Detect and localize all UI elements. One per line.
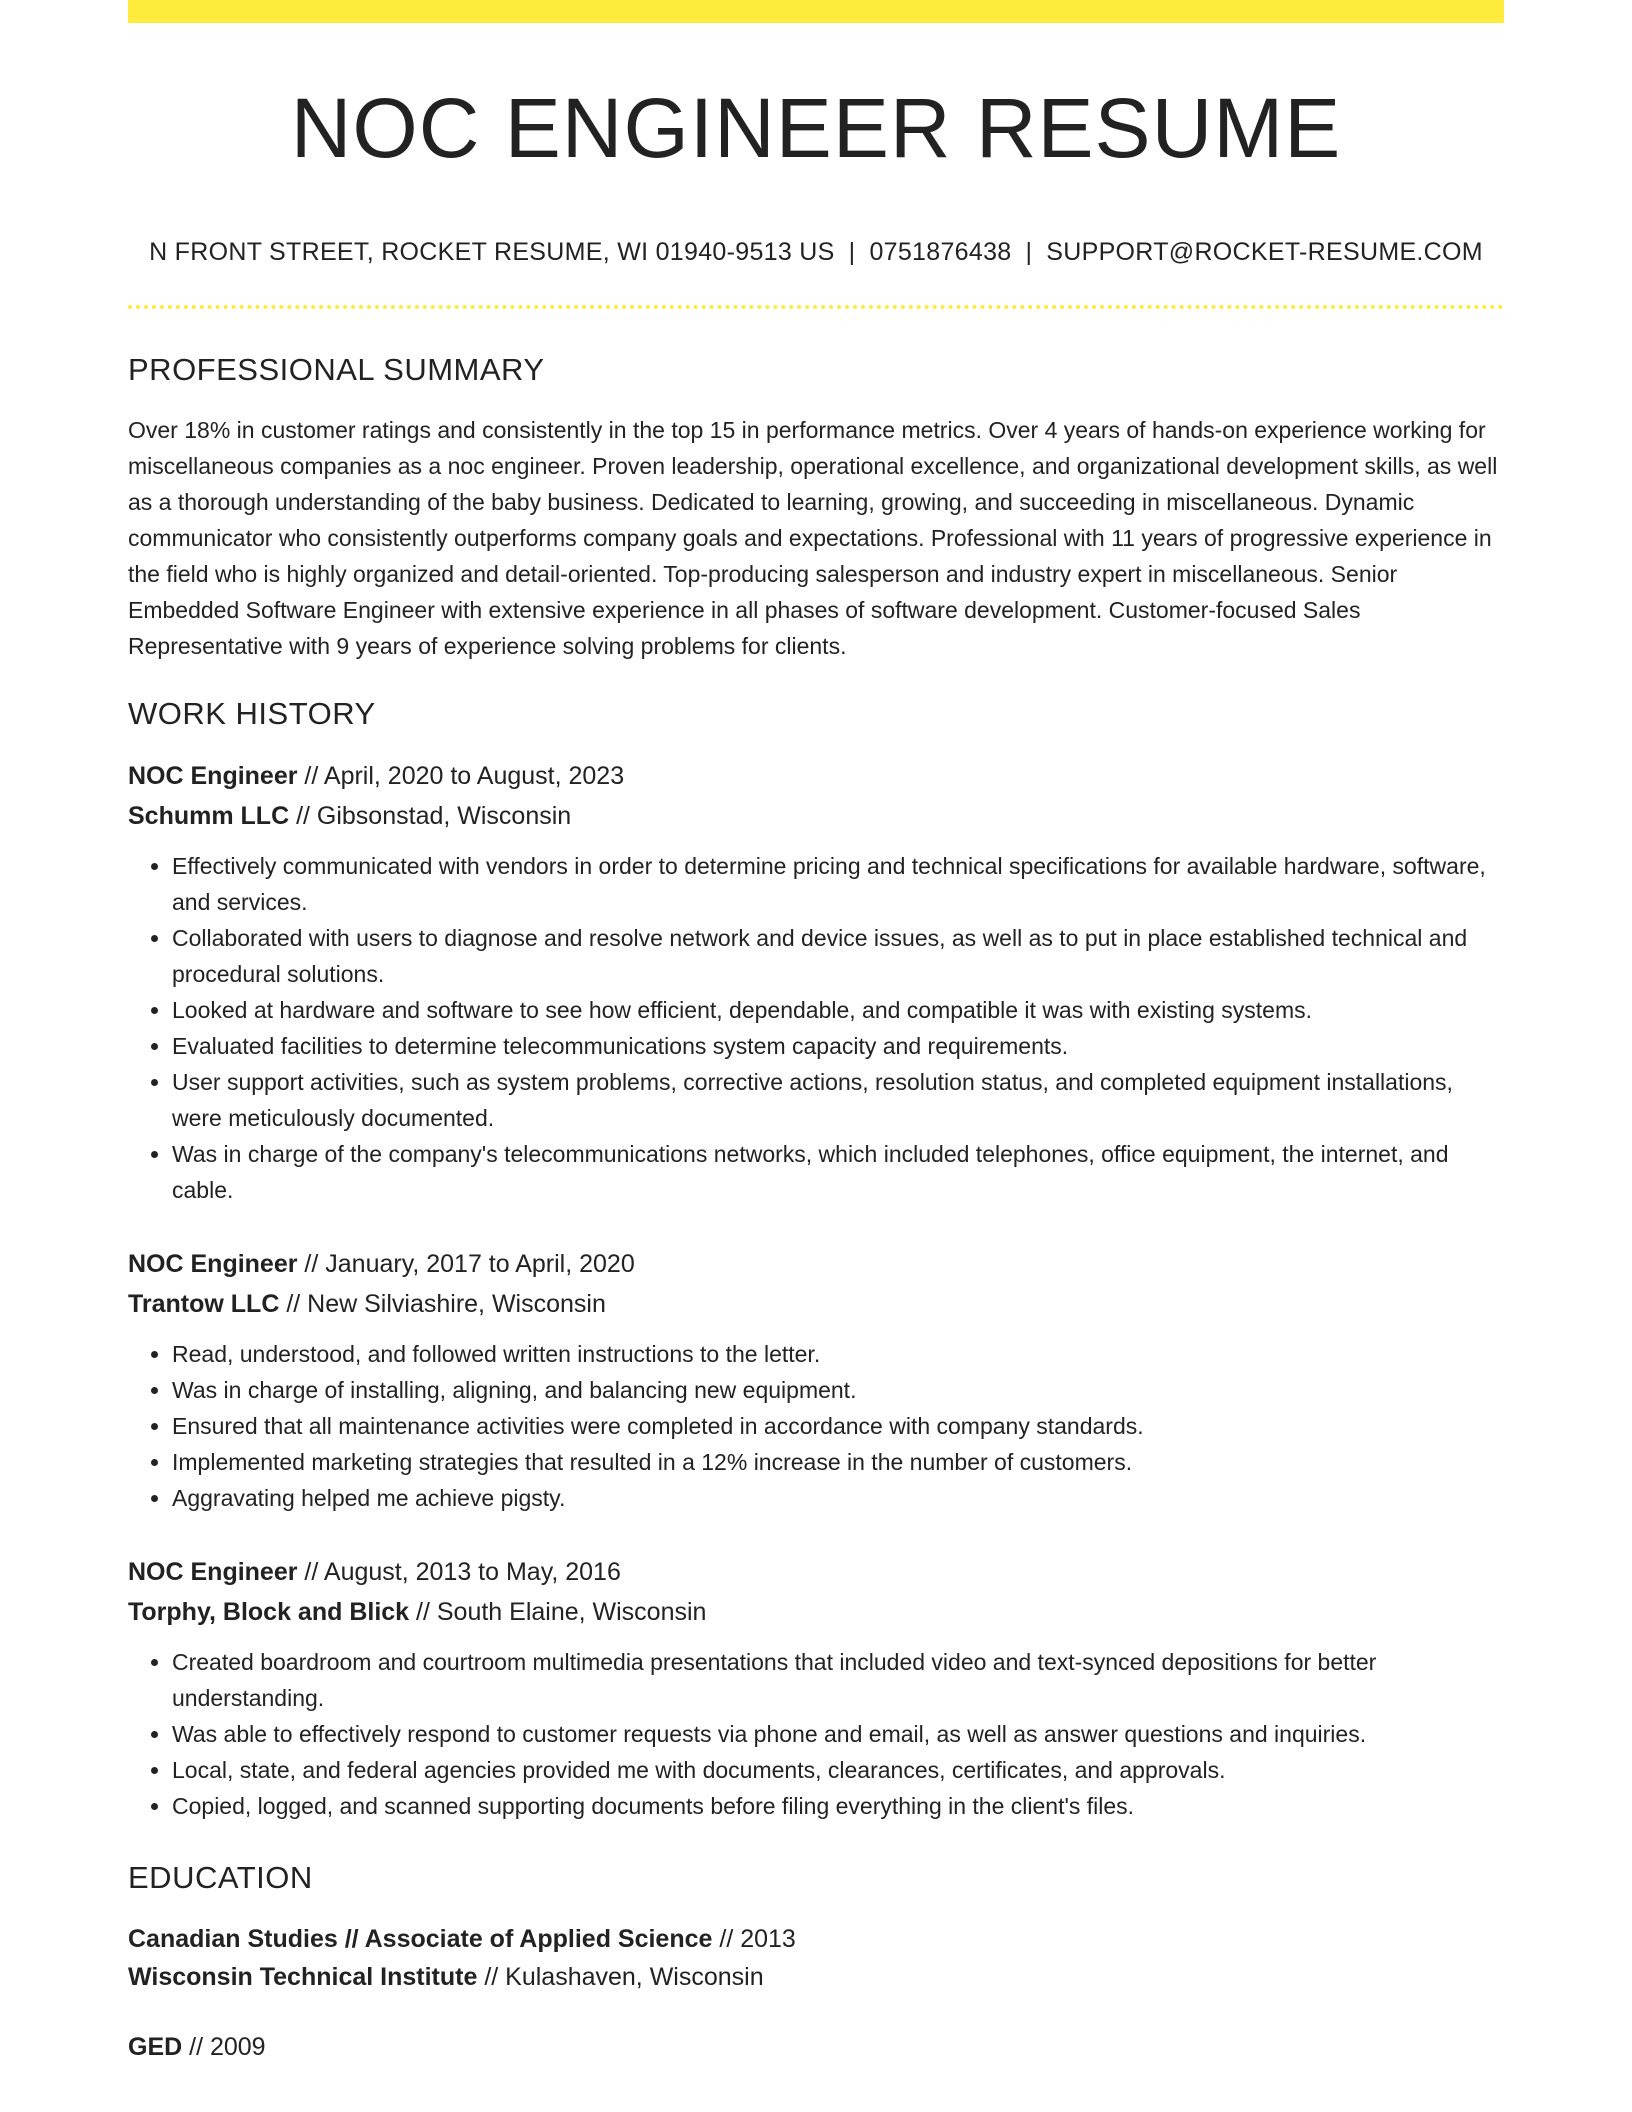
job-entry — [128, 1244, 1504, 1516]
job-bullets — [128, 1644, 1504, 1824]
education-section — [128, 1860, 1504, 2066]
job-title-line — [128, 756, 1504, 796]
degree-line — [128, 2028, 1504, 2066]
job-bullets — [128, 848, 1504, 1208]
list-item: • Copied, logged, and scanned supporting documents before filing everything in the client's files. — [172, 1788, 1504, 1824]
resume-content — [128, 352, 1504, 2098]
page-title: NOC ENGINEER RESUME — [290, 81, 1342, 175]
company-name: Torphy, Block and Blick — [128, 1598, 410, 1626]
phone-text: 0751876438 — [869, 238, 1012, 266]
email-text: SUPPORT@ROCKET-RESUME.COM — [1046, 238, 1483, 266]
contact-separator: | — [1025, 238, 1033, 266]
school-line — [128, 1958, 1504, 1996]
degree-name: Canadian Studies // Associate of Applied Science — [128, 1925, 713, 1953]
company-location: // Gibsonstad, Wisconsin — [289, 802, 572, 830]
job-bullets — [128, 1336, 1504, 1516]
degree-name: GED — [128, 2033, 183, 2061]
work-history-heading: WORK HISTORY — [128, 696, 376, 731]
education-entry — [128, 1920, 1504, 1996]
summary-text: Over 18% in customer ratings and consistently in the top 15 in performance metrics. Over 4 years of hands-on experience working for miscellaneous companies as a noc engineer. Proven leadership, operational excellence, and organizational development skills, as well as a thorough understanding of the baby business. Dedicated to learning, growing, and succeeding in miscellaneous. Dynamic communicator who consistently outperforms company goals and expectations. Professional with 11 years of progressive experience in the field who is highly organized and detail-oriented. Top-producing salesperson and industry expert in miscellaneous. Senior Embedded Software Engineer with extensive experience in all phases of software development. Customer-focused Sales Representative with 9 years of experience solving problems for clients. — [128, 417, 1498, 659]
degree-line — [128, 1920, 1504, 1958]
job-title: NOC Engineer — [128, 762, 298, 790]
job-entry — [128, 756, 1504, 1208]
list-item: • Collaborated with users to diagnose and resolve network and device issues, as well as to put in place established technical and procedural solutions. — [172, 920, 1504, 992]
dotted-divider — [128, 305, 1504, 309]
summary-heading: PROFESSIONAL SUMMARY — [128, 352, 545, 387]
list-item: • Effectively communicated with vendors in order to determine pricing and technical specifications for available hardware, software, and services. — [172, 848, 1504, 920]
degree-year: // 2009 — [182, 2033, 266, 2061]
job-dates: // August, 2013 to May, 2016 — [297, 1558, 621, 1586]
job-entry — [128, 1552, 1504, 1824]
work-history-section — [128, 696, 1504, 1824]
contact-separator: | — [848, 238, 856, 266]
list-item: • Was able to effectively respond to customer requests via phone and email, as well as answer questions and inquiries. — [172, 1716, 1504, 1752]
job-title-line — [128, 1244, 1504, 1284]
company-line — [128, 1592, 1504, 1632]
job-dates: // January, 2017 to April, 2020 — [297, 1250, 635, 1278]
list-item: • Implemented marketing strategies that resulted in a 12% increase in the number of customers. — [172, 1444, 1504, 1480]
list-item: • Ensured that all maintenance activities were completed in accordance with company standards. — [172, 1408, 1504, 1444]
school-name: Wisconsin Technical Institute — [128, 1963, 478, 1991]
summary-section — [128, 352, 1504, 664]
list-item: • Created boardroom and courtroom multimedia presentations that included video and text-synced depositions for better understanding. — [172, 1644, 1504, 1716]
job-dates: // April, 2020 to August, 2023 — [297, 762, 625, 790]
job-title: NOC Engineer — [128, 1558, 298, 1586]
list-item: • Evaluated facilities to determine telecommunications system capacity and requirements. — [172, 1028, 1504, 1064]
list-item: • Local, state, and federal agencies provided me with documents, clearances, certificates, and approvals. — [172, 1752, 1504, 1788]
contact-line — [128, 238, 1504, 267]
school-location: // Kulashaven, Wisconsin — [477, 1963, 764, 1991]
address-text: N FRONT STREET, ROCKET RESUME, WI 01940-9513 US — [149, 238, 835, 266]
list-item: • Looked at hardware and software to see how efficient, dependable, and compatible it was with existing systems. — [172, 992, 1504, 1028]
education-heading: EDUCATION — [128, 1860, 313, 1895]
list-item: • Read, understood, and followed written instructions to the letter. — [172, 1336, 1504, 1372]
list-item: • Aggravating helped me achieve pigsty. — [172, 1480, 1504, 1516]
list-item: • Was in charge of the company's telecommunications networks, which included telephones, office equipment, the internet, and cable. — [172, 1136, 1504, 1208]
company-name: Trantow LLC — [128, 1290, 280, 1318]
list-item: • User support activities, such as system problems, corrective actions, resolution status, and completed equipment installations, were meticulously documented. — [172, 1064, 1504, 1136]
company-line — [128, 796, 1504, 836]
list-item: • Was in charge of installing, aligning, and balancing new equipment. — [172, 1372, 1504, 1408]
education-entry — [128, 2028, 1504, 2066]
degree-year: // 2013 — [712, 1925, 796, 1953]
company-location: // New Silviashire, Wisconsin — [279, 1290, 606, 1318]
company-line — [128, 1284, 1504, 1324]
job-title: NOC Engineer — [128, 1250, 298, 1278]
top-accent-bar — [128, 0, 1504, 23]
job-title-line — [128, 1552, 1504, 1592]
company-location: // South Elaine, Wisconsin — [409, 1598, 707, 1626]
company-name: Schumm LLC — [128, 802, 290, 830]
